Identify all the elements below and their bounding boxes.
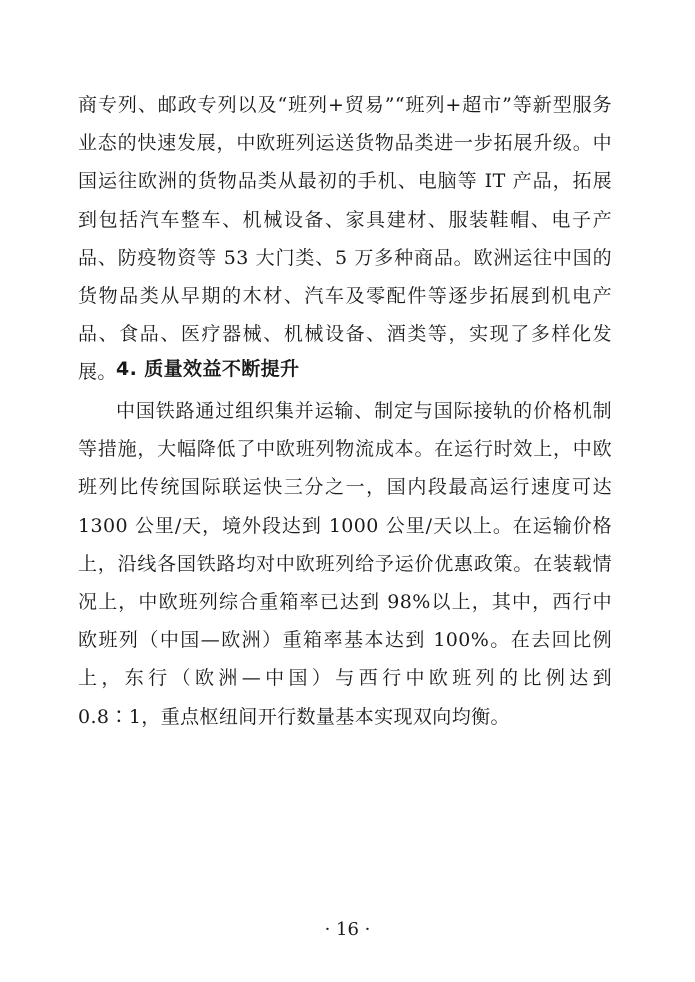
section-heading: 4. 质量效益不断提升 [116,358,300,380]
paragraph-continued: 商专列、邮政专列以及“班列+贸易”“班列+超市”等新型服务业态的快速发展，中欧班列运送货物品类进一步拓展升级。中国运往欧洲的货物品类从最初的手机、电脑等 IT 产品，拓展到包括汽车整车、机械设备、家具建材、服装鞋帽、电子产品、防疫物资等 53 大门类、5 万多种商品。欧洲运往中国的货物品类从早期的木材、汽车及零配件等逐步拓展到机电产品、食品、医疗器械、机械设备、酒类等，实现了多样化发展。 [78,94,612,384]
page-number: · 16 · [324,919,371,940]
paragraph-quality-efficiency: 中国铁路通过组织集并运输、制定与国际接轨的价格机制等措施，大幅降低了中欧班列物流成本。在运行时效上，中欧班列比传统国际联运快三分之一，国内段最高运行速度可达 1300 公里/天，境外段达到 1000 公里/天以上。在运输价格上，沿线各国铁路均对中欧班列给予运价优惠政策。在装载情况上，中欧班列综合重箱率已达到 98%以上，其中，西行中欧班列（中国—欧洲）重箱率基本达到 100%。在去回比例上，东行（欧洲—中国）与西行中欧班列的比例达到 0.8∶1，重点枢纽间开行数量基本实现双向均衡。 [78,400,612,728]
